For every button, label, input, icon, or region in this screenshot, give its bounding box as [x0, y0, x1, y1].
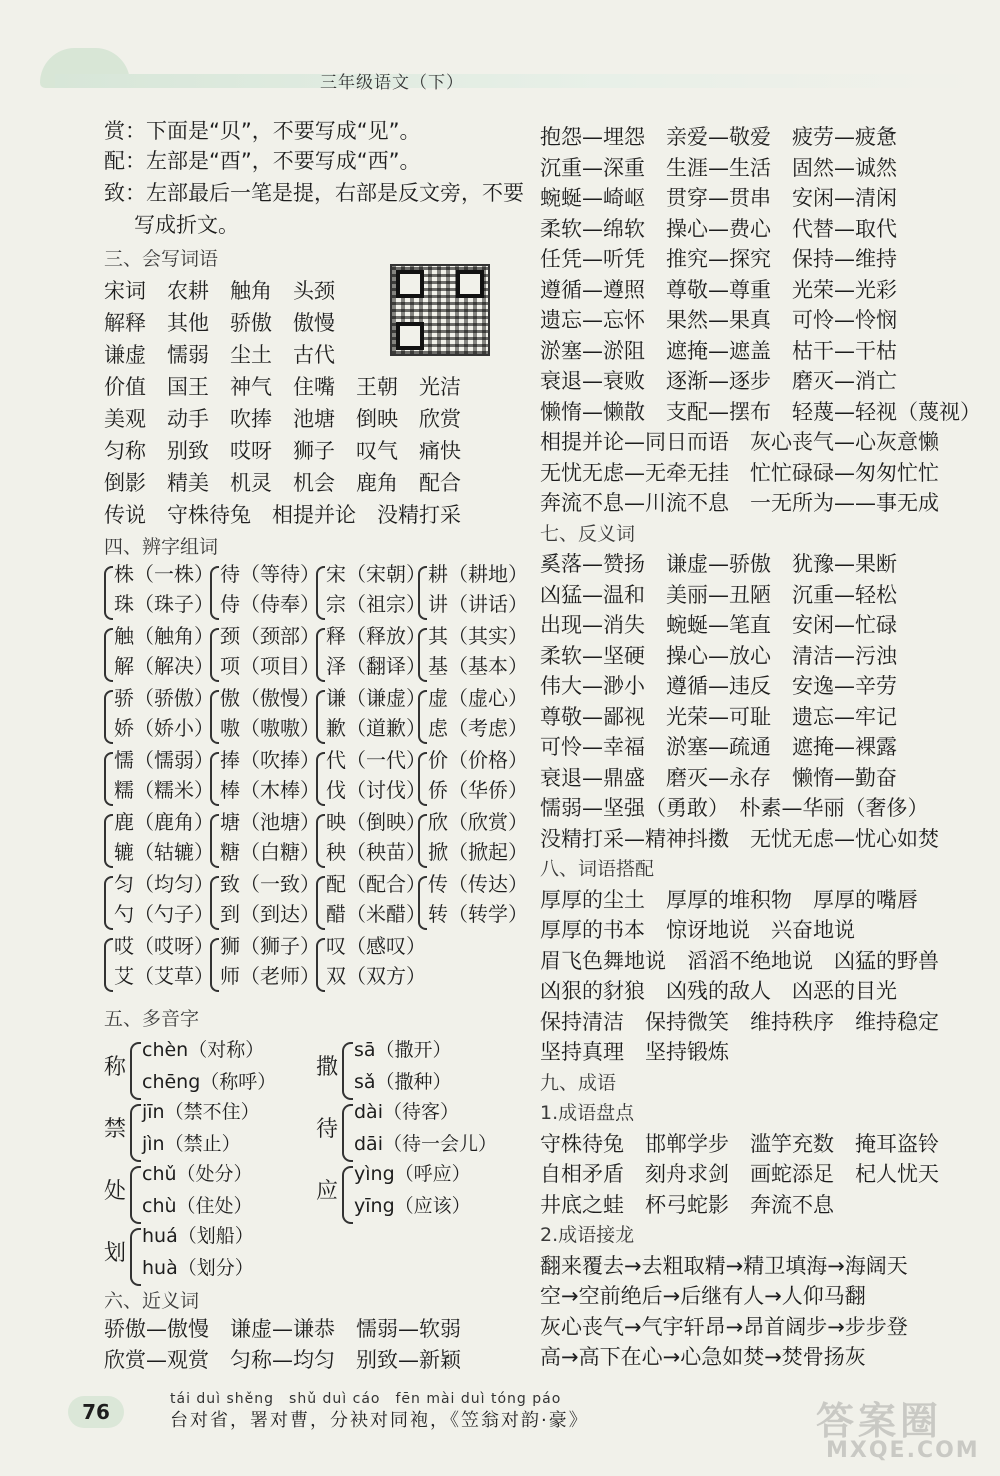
brace	[104, 938, 113, 992]
char-word: 伐（讨伐）	[326, 778, 426, 802]
brace	[104, 876, 113, 930]
subsection-heading: 2.成语接龙	[540, 1224, 635, 1246]
word-row: 凶猛—温和 美丽—丑陋 沉重—轻松	[540, 582, 897, 607]
word-row: 任凭—听凭 推究—探究 保持—维持	[540, 247, 897, 271]
brace	[342, 1166, 353, 1224]
word-row: 厚厚的尘土 厚厚的堆积物 厚厚的嘴唇	[540, 887, 918, 912]
word-row: 骄傲—傲慢 谦虚—谦恭 懦弱—软弱	[104, 1317, 461, 1341]
header-title: 三年级语文（下）	[320, 73, 464, 93]
brace	[418, 566, 427, 620]
word-row: 沉重—深重 生涯—生活 固然—诚然	[540, 155, 897, 180]
char-word: 师（老师）	[220, 964, 320, 988]
note-line: 致：左部最后一笔是提，右部是反文旁，不要	[104, 181, 524, 205]
word-row: 奚落—赞扬 谦虚—骄傲 犹豫—果断	[540, 552, 897, 576]
reading: jīn（禁不住）	[142, 1101, 260, 1123]
polyphone-char: 撒	[316, 1055, 339, 1080]
char-word: 到（到达）	[220, 902, 320, 926]
char-word: 解（解决）	[114, 654, 214, 678]
char-word: 双（双方）	[326, 964, 426, 988]
word-row: 抱怨—埋怨 亲爱—敬爱 疲劳—疲惫	[540, 125, 897, 149]
watermark-url: MXQE.COM	[826, 1438, 980, 1463]
char-word: 娇（娇小）	[114, 716, 214, 740]
watermark-text: 答案圈	[816, 1399, 943, 1443]
note-line: 赏：下面是“贝”，不要写成“见”。	[104, 119, 421, 143]
word-row: 懦弱—坚强（勇敢） 朴素—华丽（奢侈）	[540, 796, 929, 820]
char-word: 讲（讲话）	[428, 592, 528, 616]
section-heading: 五、多音字	[104, 1008, 200, 1030]
char-word: 傲（傲慢）	[220, 686, 320, 710]
word-row: 厚厚的书本 惊讶地说 兴奋地说	[540, 918, 855, 942]
char-word: 珠（珠子）	[114, 592, 214, 616]
reading: yīng（应该）	[354, 1195, 471, 1217]
brace	[316, 814, 325, 868]
word-row: 柔软—坚硬 操心—放心 清洁—污浊	[540, 643, 897, 668]
word-row: 伟大—渺小 遵循—违反 安逸—辛劳	[540, 674, 897, 698]
word-row: 保持清洁 保持微笑 维持秩序 维持稳定	[540, 1009, 939, 1034]
footer-pinyin: tái duì shěng shǔ duì cáo fēn mài duì tóng páo	[170, 1391, 562, 1407]
word-row: 凶狠的豺狼 凶残的敌人 凶恶的目光	[540, 979, 897, 1003]
reading: jìn（禁止）	[142, 1133, 241, 1155]
char-word: 触（触角）	[114, 624, 214, 648]
brace	[104, 690, 113, 744]
word-row: 井底之蛙 杯弓蛇影 奔流不息	[540, 1192, 834, 1217]
word-row: 懒惰—懒散 支配—摆布 轻蔑—轻视（蔑视）	[540, 399, 981, 424]
footer-verse: 台对省，署对曹，分袂对同袍，《笠翁对韵·豪》	[170, 1410, 589, 1431]
page-number: 76	[68, 1396, 124, 1428]
brace	[418, 752, 427, 806]
brace	[210, 752, 219, 806]
page-header	[40, 62, 975, 96]
reading: chǔ（处分）	[142, 1163, 253, 1185]
subsection-heading: 1.成语盘点	[540, 1102, 635, 1124]
word-row: 衰退—衰败 逐渐—逐步 磨灭—消亡	[540, 369, 897, 393]
char-word: 释（释放）	[326, 624, 426, 648]
char-word: 捧（吹捧）	[220, 748, 320, 772]
char-word: 侍（侍奉）	[220, 592, 320, 616]
brace	[210, 566, 219, 620]
polyphone-char: 称	[104, 1055, 127, 1080]
char-word: 谦（谦虚）	[326, 686, 426, 710]
polyphone-char: 应	[316, 1179, 339, 1204]
char-word: 秧（秧苗）	[326, 840, 426, 864]
brace	[210, 814, 219, 868]
note-line: 配：左部是“酉”，不要写成“西”。	[104, 149, 421, 173]
char-word: 虚（虚心）	[428, 686, 528, 710]
word-row: 奔流不息—川流不息 一无所为——事无成	[540, 491, 939, 515]
char-word: 代（一代）	[326, 748, 426, 772]
word-row: 眉飞色舞地说 滔滔不绝地说 凶猛的野兽	[540, 948, 939, 973]
word-row: 倒影 精美 机灵 机会 鹿角 配合	[104, 471, 461, 495]
char-word: 辘（轱辘）	[114, 840, 214, 864]
brace	[342, 1104, 353, 1162]
word-row: 传说 守株待兔 相提并论 没精打采	[104, 503, 461, 527]
word-row: 柔软—绵软 操心—费心 代替—取代	[540, 216, 897, 241]
word-row: 守株待兔 邯郸学步 滥竽充数 掩耳盗铃	[540, 1131, 939, 1156]
char-word: 其（其实）	[428, 624, 528, 648]
word-row: 淤塞—淤阻 遮掩—遮盖 枯干—干枯	[540, 338, 897, 363]
char-word: 株（一株）	[114, 562, 214, 586]
char-word: 糖（白糖）	[220, 840, 320, 864]
brace	[104, 566, 113, 620]
reading: huá（划船）	[142, 1225, 254, 1247]
note-line: 写成折文。	[134, 213, 239, 237]
section-heading: 七、反义词	[540, 522, 636, 545]
char-word: 映（倒映）	[326, 810, 426, 834]
word-row: 没精打采—精神抖擞 无忧无虑—忧心如焚	[540, 826, 939, 851]
char-word: 艾（艾草）	[114, 964, 214, 988]
brace	[418, 876, 427, 930]
word-row: 蜿蜒—崎岖 贯穿—贯串 安闲—清闲	[540, 186, 897, 210]
brace	[316, 876, 325, 930]
brace	[316, 690, 325, 744]
reading: yìng（呼应）	[354, 1163, 471, 1185]
word-row: 相提并论—同日而语 灰心丧气—心灰意懒	[540, 430, 939, 454]
brace	[316, 628, 325, 682]
reading: chèn（对称）	[142, 1039, 265, 1061]
qr-code[interactable]	[390, 264, 490, 356]
word-row: 无忧无虑—无牵无挂 忙忙碌碌—匆匆忙忙	[540, 460, 939, 485]
word-row: 衰退—鼎盛 磨灭—永存 懒惰—勤奋	[540, 765, 897, 790]
word-row: 尊敬—鄙视 光荣—可耻 遗忘—牢记	[540, 704, 897, 729]
section-heading: 三、会写词语	[104, 248, 219, 270]
polyphone-char: 禁	[104, 1117, 127, 1142]
reading: chù（住处）	[142, 1195, 253, 1217]
brace	[418, 690, 427, 744]
polyphone-char: 划	[104, 1241, 127, 1266]
char-word: 虑（考虑）	[428, 716, 528, 740]
char-word: 宋（宋朝）	[326, 562, 426, 586]
char-word: 欣（欣赏）	[428, 810, 528, 834]
brace	[342, 1042, 353, 1100]
word-row: 高→高下在心→心急如焚→焚骨扬灰	[540, 1345, 866, 1369]
char-word: 致（一致）	[220, 872, 320, 896]
char-word: 叹（感叹）	[326, 934, 426, 958]
section-heading: 四、辨字组词	[104, 536, 219, 558]
char-word: 传（传达）	[428, 872, 528, 896]
char-word: 颈（颈部）	[220, 624, 320, 648]
reading: chēng（称呼）	[142, 1071, 277, 1093]
reading: dāi（待一会儿）	[354, 1133, 497, 1155]
brace	[316, 938, 325, 992]
char-word: 价（价格）	[428, 748, 528, 772]
char-word: 懦（懦弱）	[114, 748, 214, 772]
word-row: 灰心丧气→气宇轩昂→昂首阔步→步步登	[540, 1314, 908, 1339]
char-word: 哎（哎呀）	[114, 934, 214, 958]
section-heading: 六、近义词	[104, 1290, 200, 1312]
char-word: 塘（池塘）	[220, 810, 320, 834]
char-word: 待（等待）	[220, 562, 320, 586]
reading: sǎ（撒种）	[354, 1071, 452, 1093]
char-word: 棒（木棒）	[220, 778, 320, 802]
brace	[418, 814, 427, 868]
char-word: 糯（糯米）	[114, 778, 214, 802]
word-row: 匀称 别致 哎呀 狮子 叹气 痛快	[104, 439, 461, 463]
char-word: 骄（骄傲）	[114, 686, 214, 710]
reading: sā（撒开）	[354, 1039, 452, 1061]
brace	[210, 690, 219, 744]
reading: huà（划分）	[142, 1257, 254, 1279]
word-row: 可怜—幸福 淤塞—疏通 遮掩—裸露	[540, 735, 897, 759]
page-footer	[60, 1386, 760, 1446]
brace	[104, 752, 113, 806]
char-word: 基（基本）	[428, 654, 528, 678]
reading: dài（待客）	[354, 1101, 459, 1123]
brace	[316, 752, 325, 806]
char-word: 耕（耕地）	[428, 562, 528, 586]
brace	[104, 814, 113, 868]
char-word: 宗（祖宗）	[326, 592, 426, 616]
char-word: 勺（勺子）	[114, 902, 214, 926]
char-word: 歉（道歉）	[326, 716, 426, 740]
watermark	[806, 1390, 986, 1470]
char-word: 项（项目）	[220, 654, 320, 678]
word-row: 翻来覆去→去粗取精→精卫填海→海阔天	[540, 1253, 908, 1278]
word-row: 谦虚 懦弱 尘土 古代	[104, 343, 335, 367]
char-word: 匀（均匀）	[114, 872, 214, 896]
section-heading: 八、词语搭配	[540, 858, 655, 880]
brace	[418, 628, 427, 682]
char-word: 配（配合）	[326, 872, 426, 896]
brace	[130, 1042, 141, 1100]
char-word: 转（转学）	[428, 902, 528, 926]
brace	[210, 938, 219, 992]
polyphone-char: 待	[316, 1117, 339, 1142]
word-row: 遵循—遵照 尊敬—尊重 光荣—光彩	[540, 277, 897, 302]
polyphone-char: 处	[104, 1179, 127, 1204]
word-row: 美观 动手 吹捧 池塘 倒映 欣赏	[104, 407, 461, 431]
header-band	[55, 74, 975, 88]
word-row: 欣赏—观赏 匀称—均匀 别致—新颖	[104, 1348, 461, 1372]
word-row: 解释 其他 骄傲 傲慢	[104, 311, 335, 335]
char-word: 鹿（鹿角）	[114, 810, 214, 834]
word-row: 出现—消失 蜿蜒—笔直 安闲—忙碌	[540, 613, 897, 637]
brace	[130, 1104, 141, 1162]
char-word: 泽（翻译）	[326, 654, 426, 678]
char-word: 醋（米醋）	[326, 902, 426, 926]
brace	[130, 1228, 141, 1286]
word-row: 自相矛盾 刻舟求剑 画蛇添足 杞人忧天	[540, 1162, 939, 1186]
word-row: 坚持真理 坚持锻炼	[540, 1040, 729, 1064]
word-row: 遗忘—忘怀 果然—果真 可怜—怜悯	[540, 308, 897, 332]
brace	[210, 876, 219, 930]
char-word: 掀（掀起）	[428, 840, 528, 864]
word-row: 空→空前绝后→后继有人→人仰马翻	[540, 1284, 866, 1308]
brace	[104, 628, 113, 682]
char-word: 侨（华侨）	[428, 778, 528, 802]
char-word: 狮（狮子）	[220, 934, 320, 958]
brace	[210, 628, 219, 682]
word-row: 宋词 农耕 触角 头颈	[104, 279, 335, 303]
char-word: 嗷（嗷嗷）	[220, 716, 320, 740]
brace	[130, 1166, 141, 1224]
word-row: 价值 国王 神气 住嘴 王朝 光洁	[104, 375, 461, 399]
section-heading: 九、成语	[540, 1071, 617, 1094]
brace	[316, 566, 325, 620]
